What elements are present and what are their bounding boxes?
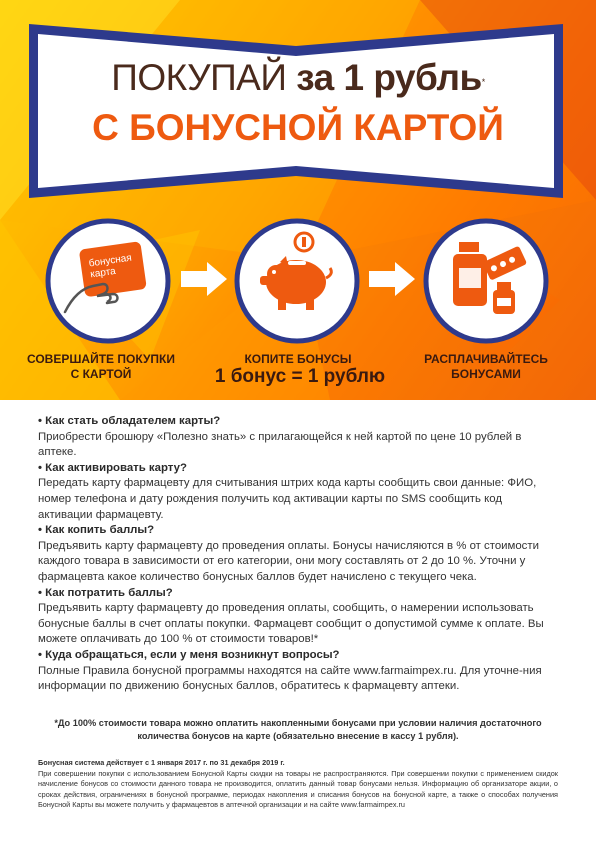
faq-question: • Куда обращаться, если у меня возникнут вопросы? <box>38 648 340 661</box>
headline-price: за 1 рубль <box>296 57 482 98</box>
faq-answer: Предъявить карту фармацевту до проведения оплаты. Бонусы начисляются в % от стоимости каждого товара в зависимости от его категории, они могу составлять от 2 до 10 %. Уточни у фармацевта какое количество бонусных баллов будет начислено с текущего чека. <box>38 539 539 583</box>
faq-section <box>38 414 558 695</box>
medicine-icon <box>421 216 551 346</box>
step3-label-line2: БОНУСАМИ <box>451 367 521 381</box>
card-text-line2: карта <box>89 265 117 281</box>
arrow-right-icon <box>369 262 415 296</box>
bonus-rate: 1 бонус = 1 рублю <box>214 366 386 387</box>
headline-line1 <box>0 58 596 98</box>
footnote: *До 100% стоимости товара можно оплатить накопленными бонусами при условии наличия достаточного количества бонусов на карте (обязательно внесение в кассу 1 рубля). <box>54 718 542 741</box>
headline-line2: С БОНУСНОЙ КАРТОЙ <box>92 107 504 148</box>
headline-buy: ПОКУПАЙ <box>111 57 287 98</box>
step1-label-line1: СОВЕРШАЙТЕ ПОКУПКИ <box>26 352 175 366</box>
card-text-line1: бонусная <box>88 252 133 270</box>
bonus-card-hand-icon <box>43 216 173 346</box>
faq-question: • Как активировать карту? <box>38 461 187 474</box>
step2-label: КОПИТЕ БОНУСЫ <box>244 352 352 366</box>
fine-print-text: При совершении покупки с использованием Бонусной Карты скидки на товары не распространяются. При совершении покупки с применением скидок начисление бонусов со стоимости данного товара не производится, оплатить данный товар бонусами нельзя. Информацию об организаторе акции, о сроках действия, ограничениях в бонусной программе, периодах накопления и списания бонусов на бонусной карте, а также о способах получения Бонусной Карты вы можете получить у фармацевтов в аптечной организации и на сайте www.farmaimpex.ru <box>38 768 558 810</box>
arrow-right-icon <box>181 262 227 296</box>
faq-answer: Приобрести брошюру «Полезно знать» с прилагающейся к ней картой по цене 10 рублей в аптеке. <box>38 430 522 459</box>
piggy-bank-icon <box>232 216 362 346</box>
faq-question: • Как копить баллы? <box>38 524 155 537</box>
fine-print-period: Бонусная система действует с 1 января 2017 г. по 31 декабря 2019 г. <box>38 758 285 767</box>
hero-section <box>0 0 596 400</box>
step3-label-line1: РАСПЛАЧИВАЙТЕСЬ <box>424 352 548 366</box>
fine-print <box>38 758 558 811</box>
step3-label <box>401 352 571 382</box>
faq-answer: Полные Правила бонусной программы находятся на сайте www.farmaimpex.ru. Для уточне-ния информации по движению бонусных баллов, обратитесь к фармацевту аптеки. <box>38 664 542 693</box>
headline-asterisk: * <box>481 77 485 87</box>
faq-answer: Передать карту фармацевту для считывания штрих кода карты сообщить свои данные: ФИО, номер телефона и дату рождения получить код активации карты по SMS сообщить код активации фармацевту. <box>38 477 537 521</box>
faq-answer: Предъявить карту фармацевту до проведения оплаты, сообщить, о намерении использовать бонусные баллы в счет оплаты покупки. Фармацевт сообщит о допустимой сумме к оплате. Вы можете оплачивать до 100 % от стоимости товаров!* <box>38 602 544 646</box>
faq-question: • Как стать обладателем карты? <box>38 415 221 427</box>
step1-label-line2: С КАРТОЙ <box>70 367 132 381</box>
faq-question: • Как потратить баллы? <box>38 586 173 599</box>
